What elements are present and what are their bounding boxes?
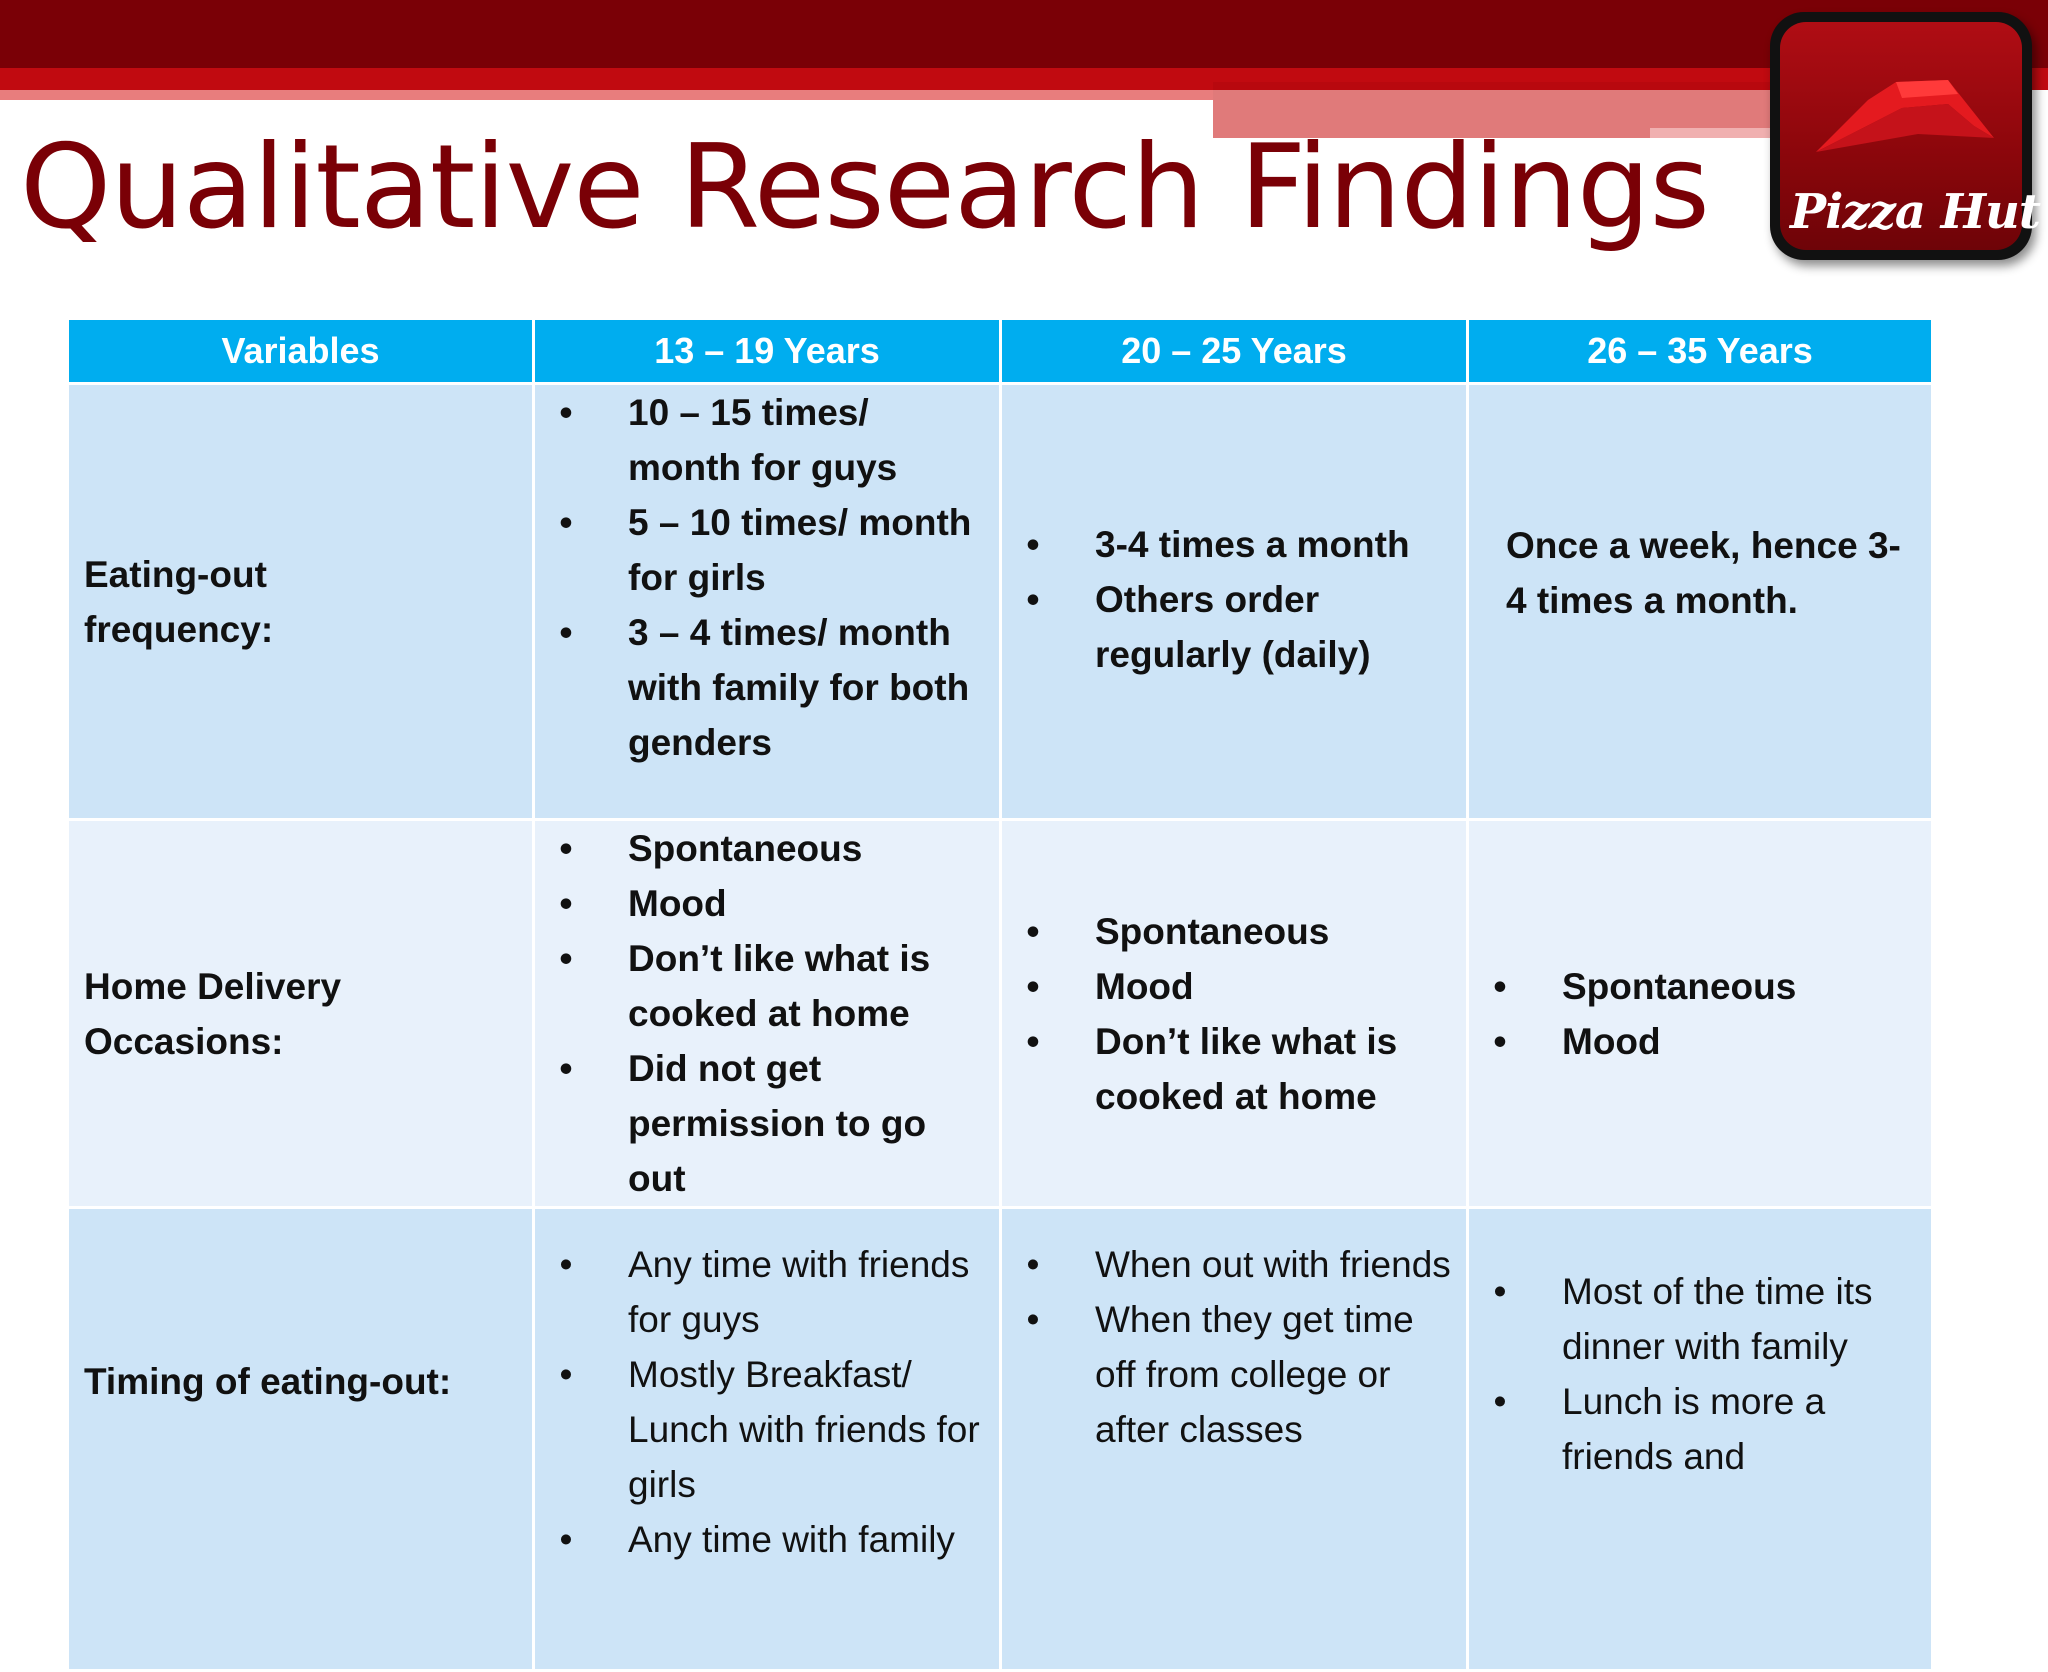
header-band-light [0,90,1213,100]
bullet-text: Any time with family [628,1519,955,1560]
list-item: • When out with friends [1026,1244,1451,1285]
age-26-35-cell [1469,385,1931,818]
age-26-35-cell [1469,1209,1931,1669]
list-item: • Spontaneous [1026,910,1330,952]
findings-table-wrapper [69,320,1928,1672]
bullet-text: Don’t like what is cooked at home [1095,1020,1398,1117]
column-header: 13 – 19 Years [535,320,999,382]
list-item: • Any time with friends for guys [559,1244,970,1340]
variable-label: Home Delivery Occasions: [84,965,342,1062]
bullet-text: 3-4 times a month [1095,524,1410,565]
age-26-35-cell [1469,821,1931,1206]
bullet-list [535,821,999,1206]
bullet-text: When they get time off from college or after classes [1095,1299,1414,1450]
variable-cell [69,385,532,818]
bullet-text: Most of the time its dinner with family [1562,1271,1873,1367]
list-item: • 5 – 10 times/ month for girls [559,502,972,598]
bullet-list [1002,517,1466,682]
list-item: • Mood [1026,965,1194,1007]
bullet-text: Any time with friends for guys [628,1244,970,1340]
bullet-list [1002,1237,1466,1457]
bullet-text: Spontaneous [1562,965,1797,1007]
bullet-list [1002,904,1466,1124]
list-item: • Did not get permission to go out [559,1048,927,1199]
list-item: • Most of the time its dinner with family [1493,1271,1873,1367]
findings-table [66,317,1934,1672]
table-row [69,1209,1931,1669]
list-item: • 3-4 times a month [1026,524,1410,565]
bullet-text: Don’t like what is cooked at home [628,938,931,1034]
roof-icon [1798,60,2008,170]
age-13-19-cell [535,1209,999,1669]
bullet-text: Did not get permission to go out [628,1048,927,1199]
list-item: • Mood [559,883,727,924]
table-row [69,821,1931,1206]
cell-text: Once a week, hence 3-4 times a month. [1506,524,1901,621]
pizza-hut-logo [1770,12,2041,260]
bullet-text: 5 – 10 times/ month for girls [628,502,972,598]
list-item: • Mostly Breakfast/ Lunch with friends for girls [559,1354,980,1505]
age-20-25-cell [1002,821,1466,1206]
list-item: • Any time with family [559,1519,955,1560]
column-header: Variables [69,320,532,382]
column-header: 20 – 25 Years [1002,320,1466,382]
header-band-dark [0,0,2048,68]
list-item: • Spontaneous [559,828,863,869]
table-header-row [69,320,1931,382]
bullet-list [1469,959,1931,1069]
variable-cell [69,1209,532,1669]
list-item: • 10 – 15 times/ month for guys [559,392,898,488]
bullet-text: When out with friends [1095,1244,1451,1285]
column-header: 26 – 35 Years [1469,320,1931,382]
logo-text: Pizza Hut [1790,184,2041,240]
list-item: • Don’t like what is cooked at home [1026,1020,1398,1117]
bullet-text: Spontaneous [628,828,863,869]
bullet-text: Mood [628,883,727,924]
logo-background [1780,22,2041,250]
list-item: • Lunch is more a friends and [1493,1381,1826,1477]
list-item: • Mood [1493,1020,1661,1062]
list-item: • Don’t like what is cooked at home [559,938,931,1034]
age-20-25-cell [1002,1209,1466,1669]
bullet-text: 3 – 4 times/ month with family for both genders [628,612,970,763]
list-item: • Spontaneous [1493,965,1797,1007]
age-20-25-cell [1002,385,1466,818]
bullet-list [535,1237,999,1567]
bullet-list [535,385,999,770]
bullet-text: Spontaneous [1095,910,1330,952]
bullet-text: Others order regularly (daily) [1095,579,1371,675]
list-item: • 3 – 4 times/ month with family for both genders [559,612,970,763]
table-row [69,385,1931,818]
variable-label: Eating-out frequency: [84,553,274,650]
list-item: • Others order regularly (daily) [1026,579,1371,675]
bullet-text: Mood [1095,965,1194,1007]
variable-cell [69,821,532,1206]
bullet-list [1469,1264,1931,1484]
bullet-text: Mood [1562,1020,1661,1062]
bullet-text: 10 – 15 times/ month for guys [628,392,898,488]
bullet-text: Mostly Breakfast/ Lunch with friends for girls [628,1354,980,1505]
slide-title: Qualitative Research Findings [20,120,1709,255]
age-13-19-cell [535,385,999,818]
bullet-text: Lunch is more a friends and [1562,1381,1826,1477]
age-13-19-cell [535,821,999,1206]
list-item: • When they get time off from college or after classes [1026,1299,1414,1450]
variable-label: Timing of eating-out: [84,1361,452,1402]
